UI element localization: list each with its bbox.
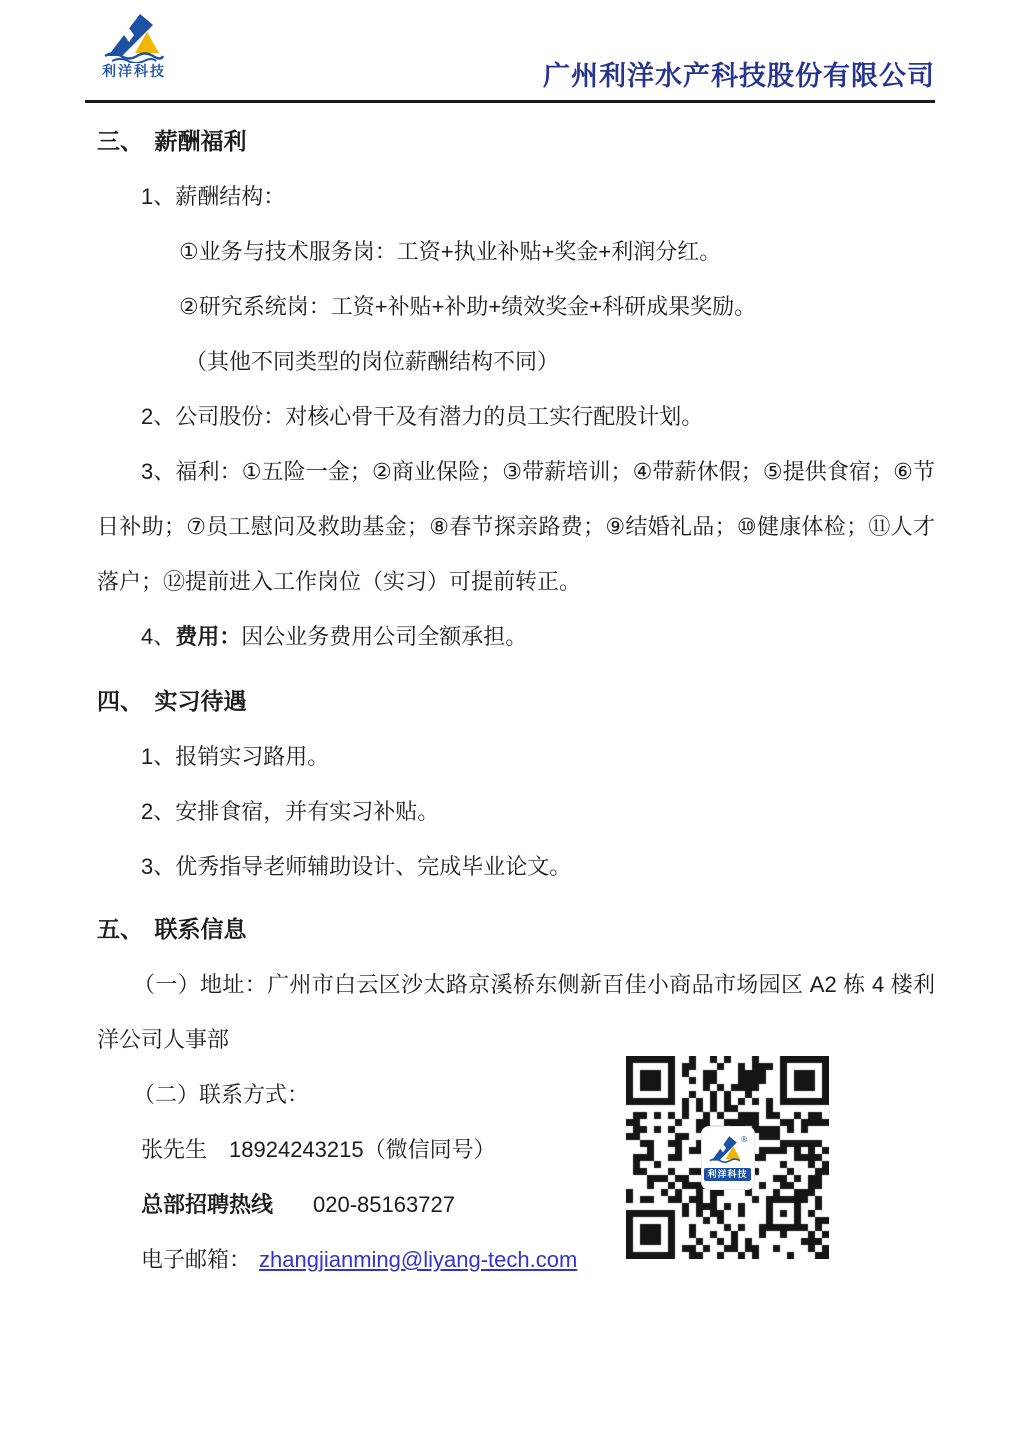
company-name: 广州利洋水产科技股份有限公司 — [543, 61, 935, 91]
company-logo-icon — [102, 13, 166, 63]
internship-item-thesis: 3、优秀指导老师辅助设计、完成毕业论文。 — [141, 854, 572, 879]
email-label: 电子邮箱： — [141, 1247, 252, 1272]
salary-structure-label: 1、薪酬结构： — [141, 184, 286, 209]
expenses-prefix: 4、 — [141, 624, 176, 649]
company-logo — [95, 13, 173, 78]
qr-logo-icon — [708, 1134, 748, 1166]
contact-address: （一）地址：广州市白云区沙太路京溪桥东侧新百佳小商品市场园区 A2 栋 4 楼利洋公司人事部 — [97, 972, 935, 1052]
internship-item-board: 2、安排食宿，并有实习补贴。 — [141, 799, 440, 824]
page-header — [85, 0, 935, 103]
section-heading-contact: 五、 联系信息 — [97, 916, 247, 942]
registered-mark: ® — [740, 1134, 747, 1144]
company-logo-text: 利洋科技 — [102, 63, 166, 79]
contact-methods-label: （二）联系方式： — [133, 1082, 310, 1107]
qr-center-logo — [702, 1127, 754, 1189]
section-heading-internship: 四、 实习待遇 — [97, 688, 247, 714]
contact-person: 张先生 — [141, 1137, 208, 1162]
email-link[interactable]: zhangjianming@liyang-tech.com — [259, 1247, 578, 1272]
company-shares-line: 2、公司股份：对核心骨干及有潜力的员工实行配股计划。 — [141, 404, 704, 429]
hotline-label: 总部招聘热线 — [141, 1192, 274, 1217]
salary-note: （其他不同类型的岗位薪酬结构不同） — [185, 349, 560, 374]
internship-item-travel: 1、报销实习路用。 — [141, 744, 330, 769]
expenses-line — [97, 609, 935, 664]
expenses-label: 费用： — [175, 624, 242, 649]
salary-item-research: ②研究系统岗：工资+补贴+补助+绩效奖金+科研成果奖励。 — [179, 294, 757, 319]
section-heading-compensation: 三、 薪酬福利 — [97, 128, 247, 154]
expenses-text: 因公业务费用公司全额承担。 — [241, 624, 528, 649]
welfare-line: 3、福利：①五险一金；②商业保险；③带薪培训；④带薪休假；⑤提供食宿；⑥节日补助；⑦员工慰问及救助基金；⑧春节探亲路费；⑨结婚礼品；⑩健康体检；⑪人才落户；⑫提前进入工作岗位（实习）可提前转正。 — [97, 459, 935, 594]
hotline-number: 020-85163727 — [313, 1192, 455, 1217]
wechat-qr-code — [626, 1056, 829, 1259]
salary-item-business: ①业务与技术服务岗：工资+执业补贴+奖金+利润分红。 — [179, 239, 722, 264]
contact-phone: 18924243215（微信同号） — [229, 1137, 496, 1162]
qr-logo-caption: 利洋科技 — [704, 1168, 750, 1181]
document-body — [0, 103, 1018, 1287]
